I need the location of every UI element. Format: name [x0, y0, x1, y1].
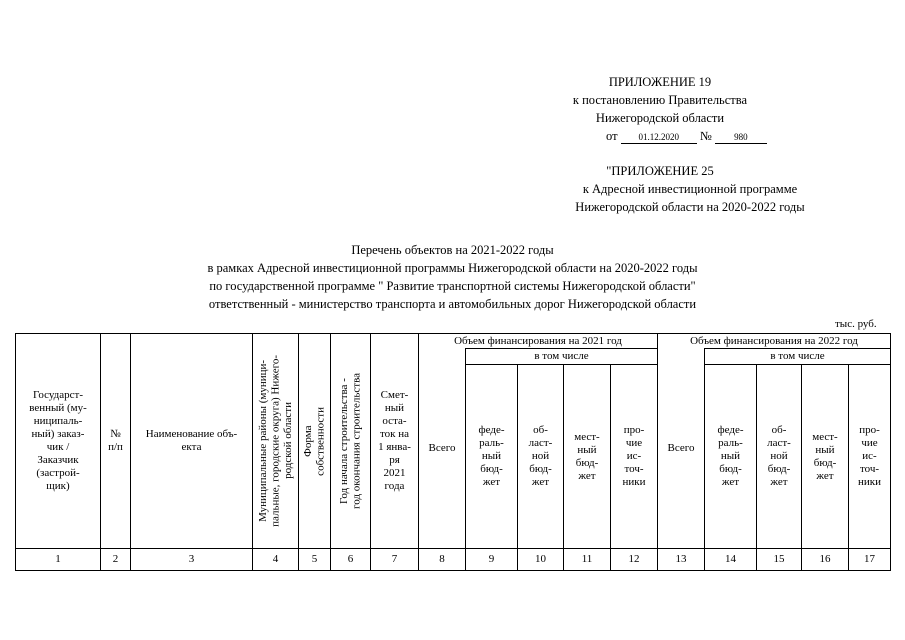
- header-customer: Государст- венный (му- ниципаль- ный) заказ- чик / Заказчик (застрой- щик): [29, 389, 87, 492]
- number-sign: №: [699, 129, 712, 143]
- header-total-2022: Всего: [667, 442, 695, 454]
- header-construction-years: Год начала строительства - год окончания строительства: [338, 373, 363, 509]
- decree-number: 980: [715, 131, 767, 144]
- column-number: 15: [773, 553, 785, 565]
- column-number: 5: [311, 553, 318, 565]
- appendix-25-line2: Нижегородской области на 2020-2022 годы: [575, 200, 805, 214]
- column-number: 10: [535, 553, 546, 565]
- column-number: 7: [391, 553, 398, 565]
- header-local-2021: мест- ный бюд- жет: [574, 430, 600, 482]
- header-row-number: № п/п: [108, 428, 123, 453]
- header-ownership-cell: [299, 334, 330, 548]
- column-number: 17: [864, 553, 875, 565]
- list-title-line-1: Перечень объектов на 2021-2022 годы: [351, 243, 554, 257]
- appendix-25-title: "ПРИЛОЖЕНИЕ 25: [606, 164, 714, 178]
- list-title-line-4: ответственный - министерство транспорта и автомобильных дорог Нижегородской области: [208, 297, 697, 311]
- header-municipal-districts-cell: [253, 334, 298, 548]
- header-estimated-balance: Смет- ный оста- ток на 1 янва- ря 2021 года: [378, 389, 411, 492]
- column-number: 14: [725, 553, 736, 565]
- column-number: 2: [112, 553, 119, 565]
- header-construction-years-cell: [331, 334, 370, 548]
- column-number: 16: [819, 553, 831, 565]
- list-title-line-3: по государственной программе " Развитие транспортной системы Нижегородской области": [209, 279, 696, 293]
- header-total-2021: Всего: [428, 442, 456, 454]
- appendix-19-line1: к постановлению Правительства: [572, 93, 748, 107]
- appendix-25-line1: к Адресной инвестиционной программе: [582, 182, 798, 196]
- column-number: 9: [488, 553, 495, 565]
- header-local-2022: мест- ный бюд- жет: [812, 430, 838, 482]
- column-number: 4: [272, 553, 279, 565]
- header-other-2021: про- чие ис- точ- ники: [622, 424, 646, 488]
- decree-date: 01.12.2020: [621, 131, 697, 144]
- header-other-2022: про- чие ис- точ- ники: [857, 424, 881, 488]
- column-number: 3: [188, 553, 195, 565]
- decree-date-line: [606, 128, 767, 144]
- column-number: 12: [628, 553, 640, 565]
- date-prefix: от: [606, 129, 618, 143]
- units-label: тыс. руб.: [835, 318, 877, 330]
- column-number: 1: [55, 553, 61, 565]
- header-ownership: Форма собственности: [302, 406, 327, 476]
- header-financing-2021: Объем финансирования на 2021 год: [454, 334, 622, 347]
- list-title-line-2: в рамках Адресной инвестиционной программы Нижегородской области на 2020-2022 годы: [207, 261, 698, 275]
- header-object-name: Наименование объ- екта: [145, 428, 238, 453]
- header-municipal-districts: Муниципальные районы (муници- пальные, городские округа) Нижего- родской области: [256, 355, 294, 527]
- column-number: 13: [675, 553, 687, 565]
- header-federal-2021: феде- раль- ный бюд- жет: [478, 424, 505, 488]
- appendix-19-title: ПРИЛОЖЕНИЕ 19: [608, 75, 712, 89]
- header-federal-2022: феде- раль- ный бюд- жет: [717, 424, 744, 488]
- column-number: 11: [581, 553, 593, 565]
- appendix-19-line2: Нижегородской области: [595, 111, 725, 125]
- header-including-2021: в том числе: [534, 350, 589, 362]
- header-regional-2021: об- ласт- ной бюд- жет: [528, 424, 553, 488]
- header-regional-2022: об- ласт- ной бюд- жет: [767, 424, 791, 488]
- header-financing-2022: Объем финансирования на 2022 год: [690, 334, 858, 347]
- column-number: 6: [347, 553, 354, 565]
- column-number: 8: [439, 553, 445, 565]
- header-including-2022: в том числе: [770, 350, 825, 362]
